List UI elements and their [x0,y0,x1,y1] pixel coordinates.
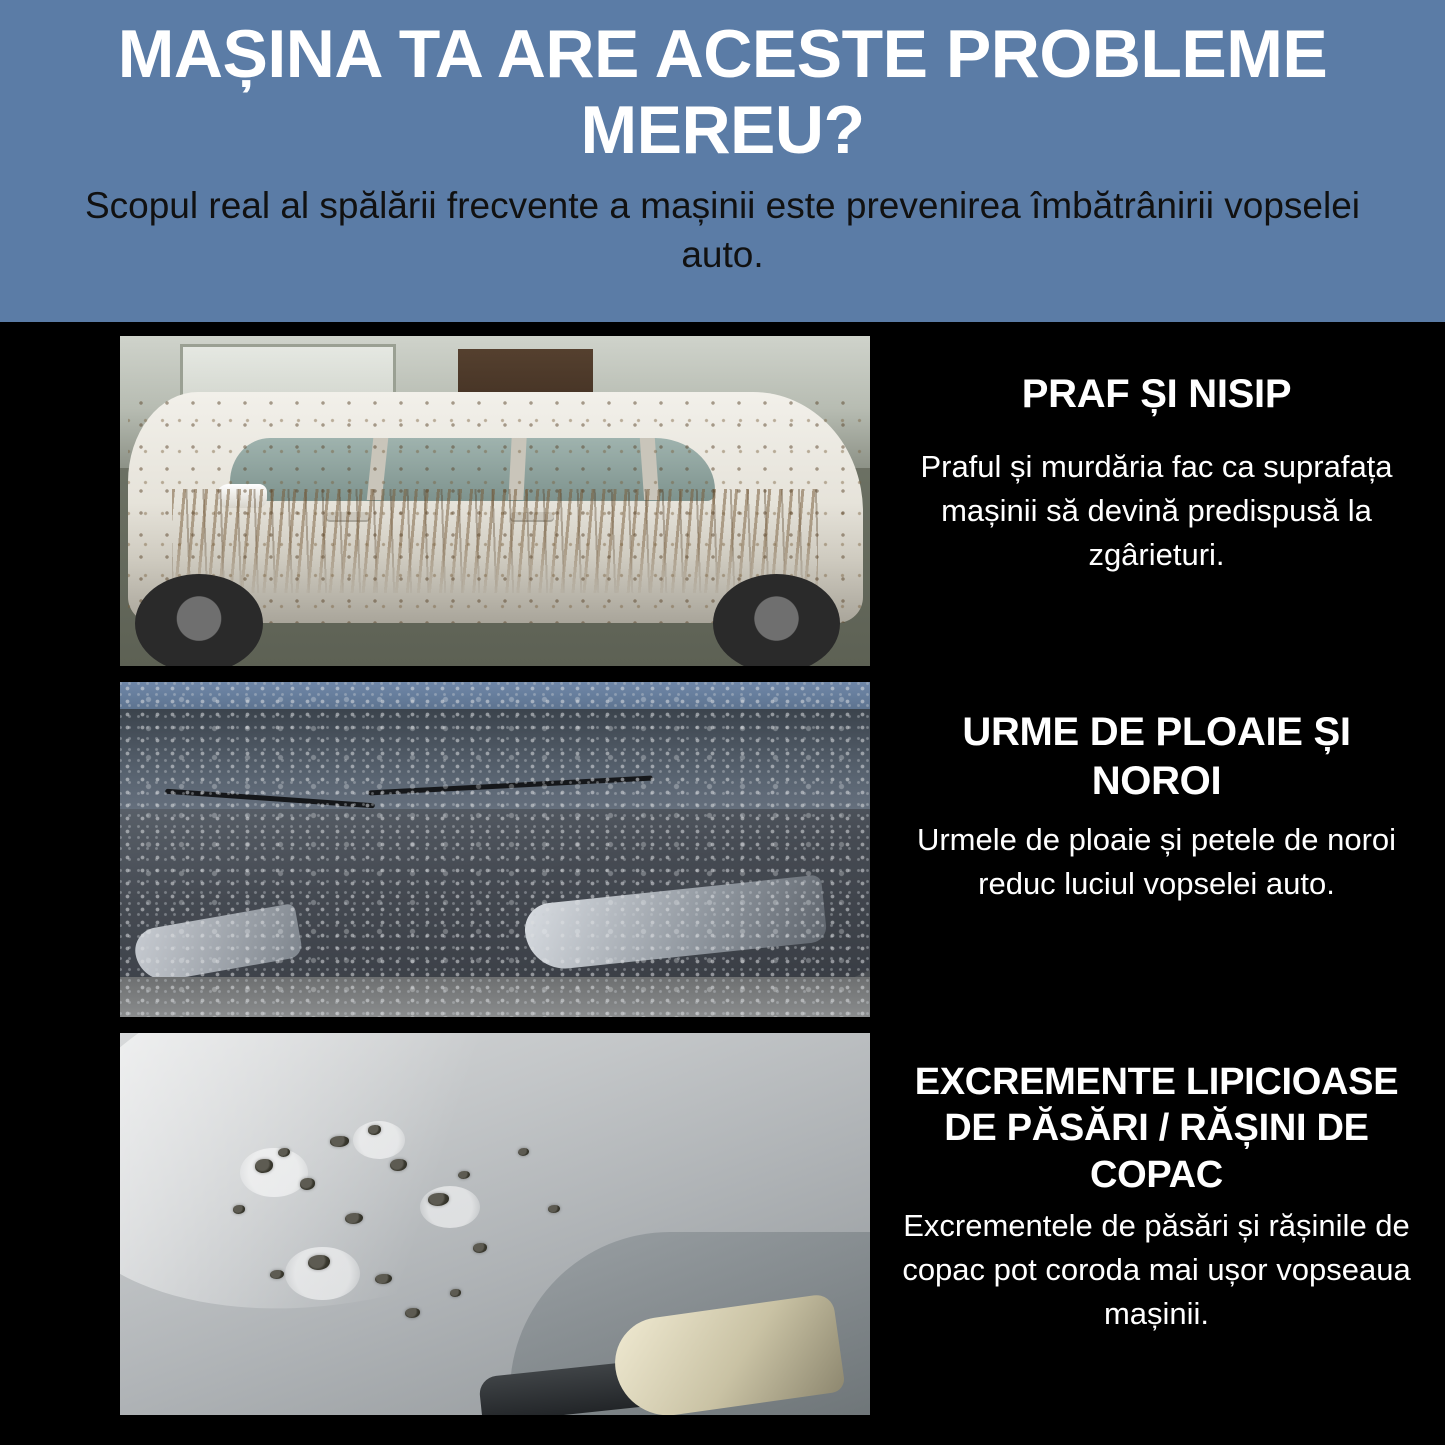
list-item-title: EXCREMENTE LIPICIOASE DE PĂSĂRI / RĂȘINI DE COPAC [914,1061,1399,1196]
dirty-white-suv-photo [120,336,870,666]
list-item-body: Praful și murdăria fac ca suprafața mașinii să devină predispusă la zgârieturi. [920,448,1393,572]
list-item [0,682,1445,1017]
car-wheel [713,574,841,666]
poster-header [0,0,1445,322]
bird-dropping [458,1171,470,1179]
page-subtitle: Scopul real al spălării frecvente a mașinii este prevenirea îmbătrânirii vopselei auto. [84,185,1361,276]
bird-dropping [548,1205,560,1213]
bird-dropping [270,1270,284,1279]
list-item-title: URME DE PLOAIE ȘI NOROI [962,710,1351,803]
page-title: MAȘINA TA ARE ACESTE PROBLEME MEREU? [117,16,1328,169]
bird-droppings-hood-photo [120,1033,870,1415]
list-item-body: Excrementele de păsări și rășinile de copac pot coroda mai ușor vopseaua mașinii. [902,1208,1411,1332]
bird-dropping [300,1178,315,1189]
bird-dropping [278,1148,290,1157]
list-item-text [870,1033,1435,1415]
bird-dropping [450,1289,461,1297]
hood-illustration [120,682,870,1017]
dropping-halo [240,1148,308,1198]
list-item-title: PRAF ȘI NISIP [1021,372,1292,416]
list-item-text [870,682,1435,1017]
car-wheel [135,574,263,666]
rain-spotted-hood-photo [120,682,870,1017]
bird-dropping [233,1205,246,1214]
bird-dropping [368,1125,382,1135]
bird-dropping [518,1148,529,1156]
suv-illustration [120,336,870,666]
problem-list [0,322,1445,1445]
bird-dropping [405,1308,420,1318]
list-item-body: Urmele de ploaie și petele de noroi reduc luciul vopselei auto. [916,821,1397,901]
list-item [0,1033,1445,1415]
rain-spots [120,682,870,1017]
dropping-halo [420,1186,480,1228]
list-item-text [870,336,1435,666]
list-item [0,336,1445,666]
silver-hood-illustration [120,1033,870,1415]
bird-dropping [473,1243,487,1253]
